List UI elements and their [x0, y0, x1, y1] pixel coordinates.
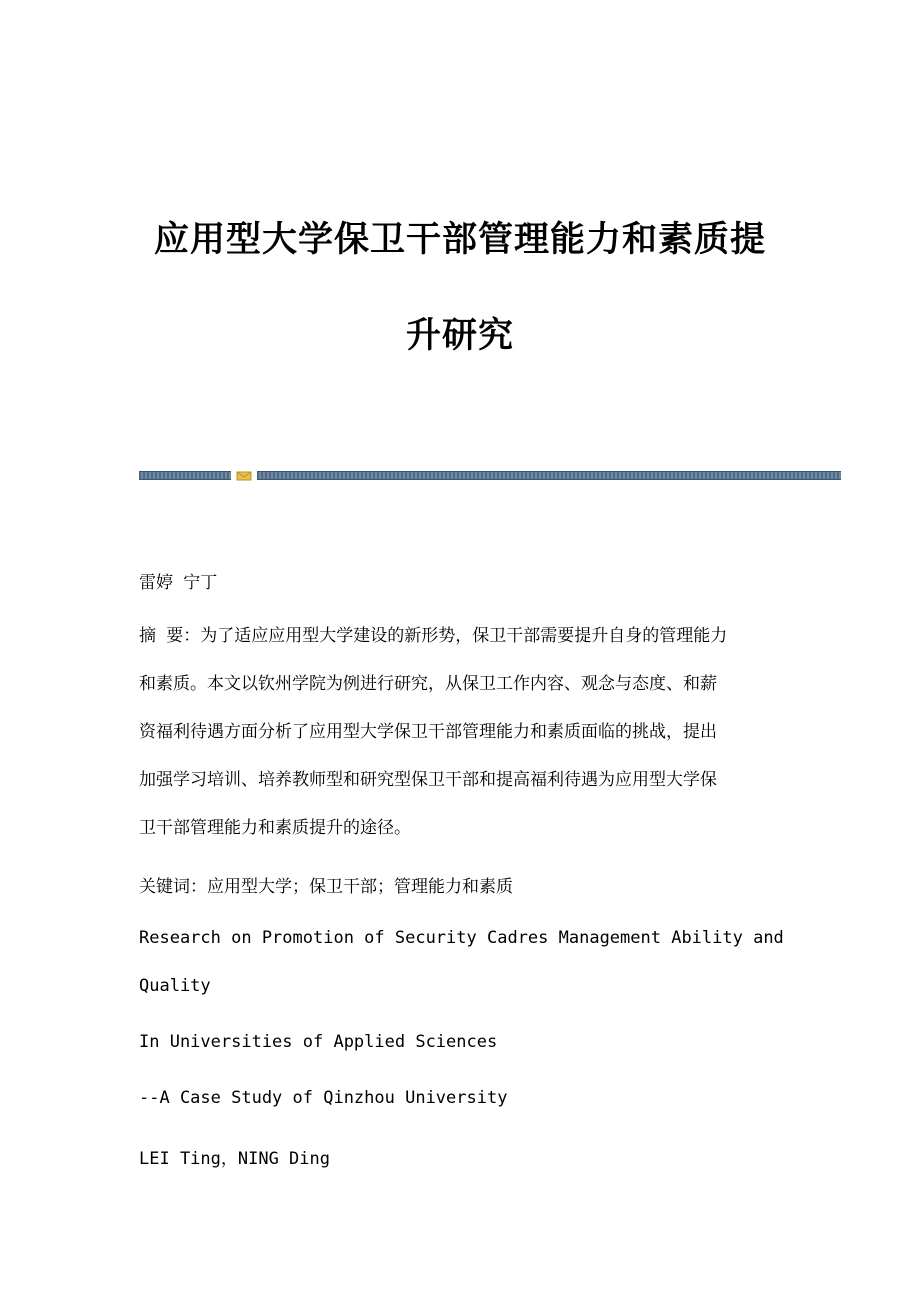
- keywords: 关键词：应用型大学；保卫干部；管理能力和素质: [139, 877, 513, 897]
- abstract-line-4: 加强学习培训、培养教师型和研究型保卫干部和提高福利待遇为应用型大学保: [139, 770, 717, 790]
- english-subtitle: --A Case Study of Qinzhou University: [139, 1088, 508, 1108]
- english-authors: LEI Ting，NING Ding: [139, 1149, 330, 1169]
- authors: 雷婷 宁丁: [139, 573, 218, 593]
- decorative-rule-left: [139, 471, 231, 480]
- english-title-line-1: Research on Promotion of Security Cadres Management Ability and: [139, 928, 784, 948]
- english-title-line-2: Quality: [139, 976, 211, 996]
- english-title-line-3: In Universities of Applied Sciences: [139, 1032, 498, 1052]
- title-line-2: 升研究: [405, 316, 514, 356]
- ornament-icon: [236, 470, 252, 482]
- title-line-1: 应用型大学保卫干部管理能力和素质提: [153, 220, 766, 260]
- decorative-rule-right: [257, 471, 841, 480]
- abstract-line-1: 摘 要：为了适应应用型大学建设的新形势，保卫干部需要提升自身的管理能力: [139, 626, 728, 646]
- abstract-line-3: 资福利待遇方面分析了应用型大学保卫干部管理能力和素质面临的挑战，提出: [139, 722, 717, 742]
- abstract-line-5: 卫干部管理能力和素质提升的途径。: [139, 818, 411, 838]
- abstract-line-2: 和素质。本文以钦州学院为例进行研究，从保卫工作内容、观念与态度、和薪: [139, 674, 717, 694]
